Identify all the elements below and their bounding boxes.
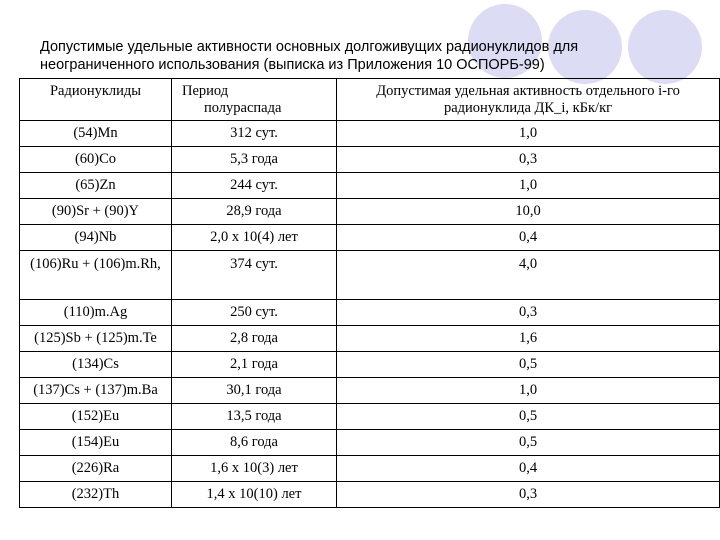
table-row [20,121,720,147]
cell-half-life: 374 сут. [171,251,336,300]
table-row [20,300,720,326]
table-row [20,352,720,378]
cell-half-life: 312 сут. [171,121,336,147]
cell-activity: 0,5 [337,430,720,456]
table-row [20,404,720,430]
table-row [20,430,720,456]
cell-nuclide: (154)Eu [20,430,172,456]
cell-nuclide: (134)Cs [20,352,172,378]
cell-activity: 0,5 [337,352,720,378]
cell-nuclide: (232)Th [20,482,172,508]
cell-activity: 1,0 [337,121,720,147]
cell-nuclide: (106)Ru + (106)m.Rh, [20,251,172,300]
cell-half-life: 250 сут. [171,300,336,326]
table-row [20,251,720,300]
cell-activity: 0,4 [337,225,720,251]
cell-activity: 0,4 [337,456,720,482]
radionuclide-table [19,78,720,508]
cell-half-life: 1,4 х 10(10) лет [171,482,336,508]
cell-nuclide: (152)Eu [20,404,172,430]
cell-nuclide: (90)Sr + (90)Y [20,199,172,225]
cell-activity: 0,3 [337,482,720,508]
header-activity: Допустимая удельная активность отдельного i-го радионуклида ДК_i, кБк/кг [337,79,720,121]
cell-activity: 0,3 [337,300,720,326]
table-row [20,147,720,173]
cell-nuclide: (226)Ra [20,456,172,482]
cell-nuclide: (137)Cs + (137)m.Ba [20,378,172,404]
cell-nuclide: (125)Sb + (125)m.Te [20,326,172,352]
table-row [20,456,720,482]
cell-activity: 1,6 [337,326,720,352]
table-row [20,482,720,508]
cell-half-life: 2,8 года [171,326,336,352]
cell-activity: 4,0 [337,251,720,300]
cell-half-life: 8,6 года [171,430,336,456]
cell-activity: 1,0 [337,173,720,199]
cell-activity: 0,3 [337,147,720,173]
cell-nuclide: (54)Mn [20,121,172,147]
cell-half-life: 1,6 х 10(3) лет [171,456,336,482]
cell-half-life: 2,1 года [171,352,336,378]
cell-activity: 10,0 [337,199,720,225]
table-row [20,378,720,404]
cell-nuclide: (60)Co [20,147,172,173]
table-row [20,199,720,225]
cell-half-life: 2,0 х 10(4) лет [171,225,336,251]
table-body [20,121,720,508]
table-row [20,326,720,352]
table-header-row [20,79,720,121]
cell-half-life: 244 сут. [171,173,336,199]
page-title: Допустимые удельные активности основных долгоживущих радионуклидов для неограниченного использования (выписка из Приложения 10 ОСПОРБ-99) [40,39,579,73]
cell-nuclide: (110)m.Ag [20,300,172,326]
cell-activity: 1,0 [337,378,720,404]
header-nuclide: Радионуклиды [20,79,172,121]
header-half-life: Период полураспада [171,79,336,121]
table-row [20,173,720,199]
cell-half-life: 30,1 года [171,378,336,404]
table-row [20,225,720,251]
cell-half-life: 13,5 года [171,404,336,430]
cell-half-life: 5,3 года [171,147,336,173]
cell-half-life: 28,9 года [171,199,336,225]
cell-nuclide: (94)Nb [20,225,172,251]
cell-nuclide: (65)Zn [20,173,172,199]
cell-activity: 0,5 [337,404,720,430]
